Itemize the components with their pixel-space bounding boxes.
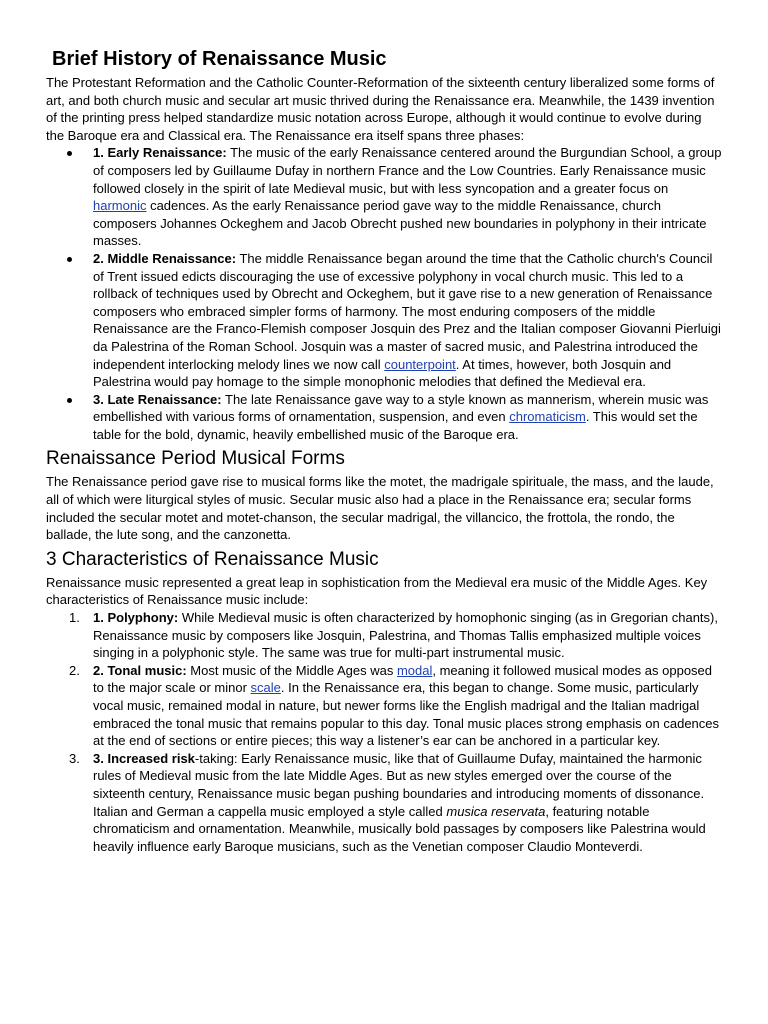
characteristics-intro: Renaissance music represented a great leap in sophistication from the Medieval era music of the Middle Ages. Key characteristics of Renaissance music include:: [46, 574, 708, 608]
chromaticism-link[interactable]: chromaticism: [509, 409, 586, 425]
list-item: [93, 391, 722, 444]
bullet-icon: [67, 257, 72, 262]
phase-label: 1. Early Renaissance:: [93, 145, 227, 161]
bullet-icon: [67, 151, 72, 156]
harmonic-link[interactable]: harmonic: [93, 198, 147, 214]
characteristic-label: 1. Polyphony:: [93, 610, 179, 626]
list-item: [93, 250, 722, 391]
phases-list: [46, 144, 722, 443]
characteristic-text: . In the Renaissance era, this began to change. Some music, particularly vocal music, remained modal in nature, but newer forms like the English madrigal and the Italian madrigal embraced the tonal music that remains popular to this day. Tonal music places strong emphasis on cadences at the end of sections or entire pieces; this way a listener’s ear can be anchored in a particular key.: [93, 680, 720, 749]
phase-text: . At times, however, both Josquin and Palestrina would pay homage to the simple monophonic melodies that defined the Medieval era.: [93, 356, 672, 390]
forms-heading: Renaissance Period Musical Forms: [46, 448, 345, 470]
phase-label: 3. Late Renaissance:: [93, 391, 222, 407]
forms-paragraph: The Renaissance period gave rise to musical forms like the motet, the madrigale spirituale, the mass, and the laude, all of which were liturgical styles of music. Secular music also had a place in the Renaissance era; secular forms included the secular motet and motet-chanson, the secular madrigal, the villancico, the frottola, the rondo, the ballade, the lute song, and the canzonetta.: [46, 474, 714, 543]
characteristic-text: , meaning it followed musical modes as opposed to the major scale or minor: [93, 662, 713, 696]
characteristic-text: , featuring notable chromaticism and ornamentation. Meanwhile, musically bold passages by composers like Palestrina would heavily influence early Baroque musicians, such as the Venetian composer Claudio Monteverdi.: [93, 803, 706, 854]
phase-text: cadences. As the early Renaissance period gave way to the middle Renaissance, church composers Johannes Ockeghem and Jacob Obrecht pushed new boundaries in polyphony in their intricate masses.: [93, 198, 707, 249]
list-item: [69, 609, 722, 662]
list-number: 2.: [69, 662, 80, 678]
characteristic-label: 3. Increased risk: [93, 750, 195, 766]
bullet-icon: [67, 398, 72, 403]
counterpoint-link[interactable]: counterpoint: [384, 356, 456, 372]
list-item: [69, 662, 722, 750]
intro-paragraph: The Protestant Reformation and the Catholic Counter-Reformation of the sixteenth century liberalized some forms of art, and both church music and secular art music thrived during the Renaissance era. Meanwhile, the 1439 invention of the printing press helped standardize music notation across Europe, although it would continue to evolve during the Baroque era and Classical era. The Renaissance era itself spans three phases:: [46, 75, 715, 143]
characteristic-text: -taking: Early Renaissance music, like that of Guillaume Dufay, maintained the harmonic rules of Medieval music from the late Middle Ages. But as new styles emerged over the course of the sixteenth century, Renaissance music began pushing boundaries and introducing moments of dissonance. Italian and German a cappella music employed a style called: [93, 750, 705, 819]
characteristics-heading: 3 Characteristics of Renaissance Music: [46, 548, 379, 570]
phase-text: . This would set the table for the bold, dynamic, heavily embellished music of the Baroque era.: [93, 409, 698, 442]
list-item: [93, 144, 722, 250]
musica-reservata-term: musica reservata: [446, 803, 546, 819]
phase-text: The middle Renaissance began around the time that the Catholic church's Council of Trent issued edicts discouraging the use of excessive polyphony in vocal church music. This led to a rollback of techniques used by Obrecht and Ockeghem, but it gave rise to a new generation of Renaissance composers who embraced simpler forms of harmony. The most enduring composers of the middle Renaissance are the Franco-Flemish composer Josquin des Prez and the Italian composer Giovanni Pierluigi da Palestrina of the Roman School. Josquin was a master of sacred music, and Palestrina introduced the independent interlocking melody lines we now call: [93, 250, 721, 372]
scale-link[interactable]: scale: [250, 680, 281, 696]
list-number: 1.: [69, 610, 80, 626]
list-number: 3.: [69, 750, 80, 766]
characteristic-text: Most music of the Middle Ages was: [186, 662, 397, 678]
characteristics-list: [46, 609, 722, 855]
phase-text: The late Renaissance gave way to a style known as mannerism, wherein music was embellished with various forms of ornamentation, suspension, and even: [93, 391, 709, 425]
phase-text: The music of the early Renaissance centered around the Burgundian School, a group of composers led by Guillaume Dufay in northern France and the Low Countries. Early Renaissance music followed closely in the spirit of late Medieval music, but with less syncopation and a greater focus on: [93, 145, 722, 196]
characteristic-text: While Medieval music is often characterized by homophonic singing (as in Gregorian chants), Renaissance music by composers like Josquin, Palestrina, and Thomas Tallis emphasized multiple voices singing in a polyphonic style. The same was true for multi-part instrumental music.: [93, 610, 718, 661]
page-title: Brief History of Renaissance Music: [52, 48, 387, 70]
characteristic-label: 2. Tonal music:: [93, 662, 187, 678]
phase-label: 2. Middle Renaissance:: [93, 250, 237, 266]
modal-link[interactable]: modal: [396, 662, 433, 678]
list-item: [69, 750, 722, 856]
